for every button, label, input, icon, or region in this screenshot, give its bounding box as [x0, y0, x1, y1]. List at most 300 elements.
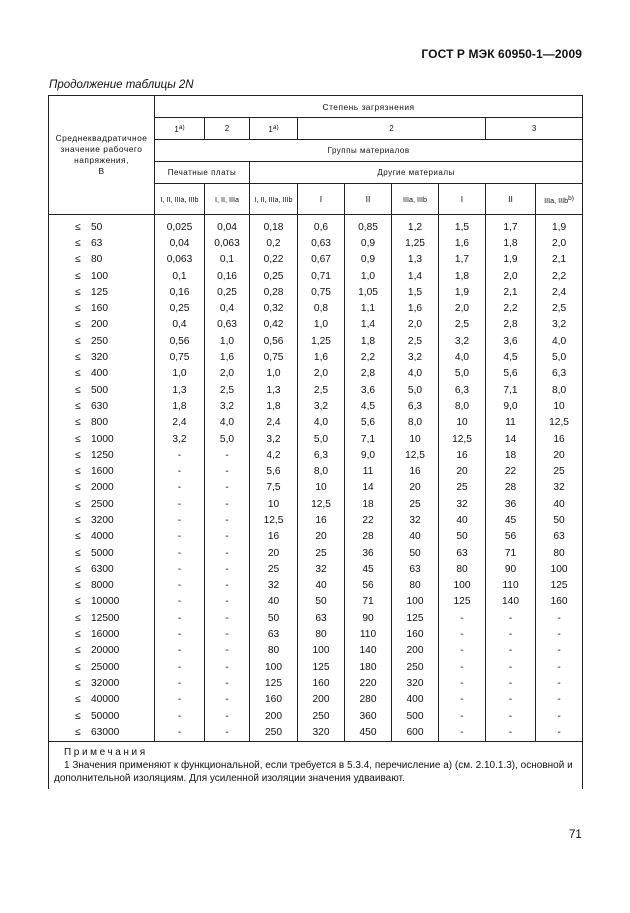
clearance-cell: 1,0	[250, 366, 298, 382]
clearance-cell: 100	[439, 578, 486, 594]
table-row	[49, 643, 583, 659]
clearance-cell: 1,7	[486, 215, 536, 236]
voltage-value: 16000	[91, 629, 120, 641]
voltage-value: 2500	[91, 498, 114, 510]
clearance-cell: 0,1	[205, 252, 250, 268]
clearance-cell: -	[155, 708, 205, 724]
voltage-value: 1600	[91, 466, 114, 478]
less-or-equal-symbol: ≤	[75, 368, 81, 380]
clearance-cell: -	[155, 480, 205, 496]
voltage-value: 400	[91, 368, 108, 380]
voltage-cell	[49, 284, 155, 300]
clearance-cell: -	[205, 692, 250, 708]
clearance-cell: 320	[298, 724, 345, 741]
clearance-cell: -	[205, 512, 250, 528]
table-row	[49, 529, 583, 545]
clearance-cell: 2,2	[486, 300, 536, 316]
table-row	[49, 594, 583, 610]
clearance-cell: 90	[345, 610, 392, 626]
voltage-value: 800	[91, 417, 108, 429]
material-group-cell: I	[298, 184, 345, 215]
clearance-cell: 1,8	[486, 235, 536, 251]
clearance-cell: 5,6	[486, 366, 536, 382]
voltage-value: 10000	[91, 596, 120, 608]
clearance-cell: 12,5	[392, 447, 439, 463]
clearance-cell: -	[486, 675, 536, 691]
clearance-cell: 140	[486, 594, 536, 610]
clearance-cell: 50	[250, 610, 298, 626]
clearance-cell: 12,5	[439, 431, 486, 447]
less-or-equal-symbol: ≤	[75, 563, 81, 575]
table-row	[49, 545, 583, 561]
clearance-cell: -	[205, 496, 250, 512]
clearance-cell: 2,1	[486, 284, 536, 300]
voltage-value: 6300	[91, 563, 114, 575]
clearance-cell: -	[155, 561, 205, 577]
table-row	[49, 463, 583, 479]
clearance-cell: 16	[439, 447, 486, 463]
clearance-cell: 0,18	[250, 215, 298, 236]
table-row	[49, 447, 583, 463]
voltage-value: 630	[91, 400, 108, 412]
clearance-cell: -	[155, 643, 205, 659]
clearance-cell: 80	[250, 643, 298, 659]
less-or-equal-symbol: ≤	[75, 286, 81, 298]
clearance-cell: -	[486, 643, 536, 659]
clearance-cell: 25	[439, 480, 486, 496]
clearance-cell: 1,8	[345, 333, 392, 349]
clearance-cell: 80	[439, 561, 486, 577]
clearance-cell: -	[536, 708, 583, 724]
clearance-cell: 0,75	[250, 349, 298, 365]
clearance-cell: 0,63	[205, 317, 250, 333]
clearance-cell: 2,5	[298, 382, 345, 398]
clearance-cell: 0,2	[250, 235, 298, 251]
clearance-cell: 0,71	[298, 268, 345, 284]
material-group-cell: I, II, IIIa, IIIb	[155, 184, 205, 215]
clearance-cell: 160	[536, 594, 583, 610]
clearance-cell: 50	[298, 594, 345, 610]
less-or-equal-symbol: ≤	[75, 514, 81, 526]
clearance-cell: 22	[486, 463, 536, 479]
clearance-cell: -	[155, 610, 205, 626]
clearance-cell: 4,5	[486, 349, 536, 365]
clearance-cell: -	[205, 463, 250, 479]
clearance-cell: 0,25	[205, 284, 250, 300]
clearance-cell: 45	[486, 512, 536, 528]
clearance-cell: 4,5	[345, 398, 392, 414]
voltage-cell	[49, 708, 155, 724]
clearance-cell: 11	[345, 463, 392, 479]
clearance-cell: -	[439, 610, 486, 626]
clearance-cell: 0,63	[298, 235, 345, 251]
clearance-cell: 100	[250, 659, 298, 675]
voltage-value: 100	[91, 270, 108, 282]
voltage-value: 320	[91, 352, 108, 364]
clearance-cell: 50	[392, 545, 439, 561]
clearance-cell: 1,25	[298, 333, 345, 349]
clearance-cell: 5,0	[298, 431, 345, 447]
clearance-cell: 9,0	[345, 447, 392, 463]
clearance-cell: 250	[250, 724, 298, 741]
clearance-cell: -	[155, 626, 205, 642]
voltage-cell	[49, 724, 155, 741]
clearance-cell: 0,1	[155, 268, 205, 284]
clearance-cell: -	[155, 447, 205, 463]
less-or-equal-symbol: ≤	[75, 645, 81, 657]
clearance-cell: 40	[439, 512, 486, 528]
clearance-cell: 3,2	[298, 398, 345, 414]
clearance-cell: 40	[298, 578, 345, 594]
clearance-cell: 20	[392, 480, 439, 496]
clearance-cell: 1,8	[439, 268, 486, 284]
voltage-cell	[49, 268, 155, 284]
clearance-cell: 12,5	[298, 496, 345, 512]
voltage-cell	[49, 431, 155, 447]
voltage-cell	[49, 349, 155, 365]
less-or-equal-symbol: ≤	[75, 498, 81, 510]
table-row	[49, 512, 583, 528]
pollution-degree-cell: 1$^{a)}$	[155, 118, 205, 140]
voltage-value: 63	[91, 237, 103, 249]
clearance-cell: 2,2	[536, 268, 583, 284]
clearance-cell: 3,6	[345, 382, 392, 398]
clearance-cell: 4,2	[250, 447, 298, 463]
less-or-equal-symbol: ≤	[75, 384, 81, 396]
less-or-equal-symbol: ≤	[75, 726, 81, 738]
clearance-cell: 0,22	[250, 252, 298, 268]
less-or-equal-symbol: ≤	[75, 580, 81, 592]
clearance-cell: 6,3	[536, 366, 583, 382]
clearance-cell: 0,75	[298, 284, 345, 300]
voltage-cell	[49, 643, 155, 659]
less-or-equal-symbol: ≤	[75, 694, 81, 706]
clearance-cell: 1,5	[392, 284, 439, 300]
voltage-cell	[49, 447, 155, 463]
voltage-cell	[49, 415, 155, 431]
material-group-cell: II	[345, 184, 392, 215]
clearance-cell: 160	[298, 675, 345, 691]
clearance-cell: 10	[392, 431, 439, 447]
clearance-cell: 0,8	[298, 300, 345, 316]
clearance-cell: 2,5	[392, 333, 439, 349]
clearance-cell: 200	[392, 643, 439, 659]
clearance-cell: 220	[345, 675, 392, 691]
clearance-cell: 36	[345, 545, 392, 561]
pollution-degree-cell: 1$^{a)}$	[250, 118, 298, 140]
clearance-cell: 63	[250, 626, 298, 642]
clearance-cell: 0,16	[205, 268, 250, 284]
clearance-cell: -	[439, 675, 486, 691]
clearance-cell: 16	[392, 463, 439, 479]
table-row	[49, 215, 583, 236]
clearance-cell: 2,8	[486, 317, 536, 333]
clearance-cell: -	[205, 578, 250, 594]
voltage-value: 8000	[91, 580, 114, 592]
voltage-value: 500	[91, 384, 108, 396]
clearance-cell: 8,0	[439, 398, 486, 414]
clearance-cell: 110	[345, 626, 392, 642]
clearance-cell: 250	[392, 659, 439, 675]
voltage-cell	[49, 480, 155, 496]
voltage-value: 50	[91, 221, 103, 233]
clearance-cell: -	[205, 561, 250, 577]
clearance-cell: 63	[536, 529, 583, 545]
clearance-cell: 1,9	[536, 215, 583, 236]
clearance-cell: 6,3	[392, 398, 439, 414]
table-row	[49, 268, 583, 284]
clearance-cell: 7,5	[250, 480, 298, 496]
clearance-cell: 0,063	[205, 235, 250, 251]
clearance-cell: -	[155, 512, 205, 528]
material-group-cell: IIIa, IIIb	[392, 184, 439, 215]
clearance-cell: 0,04	[205, 215, 250, 236]
less-or-equal-symbol: ≤	[75, 612, 81, 624]
clearance-cell: 0,67	[298, 252, 345, 268]
clearance-cell: 71	[345, 594, 392, 610]
clearance-cell: 25	[250, 561, 298, 577]
table-row	[49, 431, 583, 447]
clearance-cell: 0,6	[298, 215, 345, 236]
clearance-cell: 0,32	[250, 300, 298, 316]
clearance-cell: 3,2	[439, 333, 486, 349]
clearance-cell: 2,2	[345, 349, 392, 365]
clearance-cell: 100	[392, 594, 439, 610]
voltage-value: 20000	[91, 645, 120, 657]
clearance-cell: -	[486, 610, 536, 626]
less-or-equal-symbol: ≤	[75, 433, 81, 445]
clearance-cell: -	[155, 496, 205, 512]
table-row	[49, 659, 583, 675]
clearance-cell: 100	[536, 561, 583, 577]
clearance-cell: 16	[536, 431, 583, 447]
table-row	[49, 610, 583, 626]
clearance-cell: 32	[250, 578, 298, 594]
voltage-value: 160	[91, 303, 108, 315]
clearance-cell: 140	[345, 643, 392, 659]
clearance-cell: 1,8	[155, 398, 205, 414]
table-row	[49, 578, 583, 594]
clearance-cell: 63	[298, 610, 345, 626]
clearance-cell: 1,1	[345, 300, 392, 316]
clearance-cell: 2,8	[345, 366, 392, 382]
clearance-cell: 40	[250, 594, 298, 610]
clearance-cell: 32	[392, 512, 439, 528]
clearance-cell: 63	[439, 545, 486, 561]
clearance-cell: -	[205, 480, 250, 496]
clearance-cell: 1,2	[392, 215, 439, 236]
clearance-cell: 36	[486, 496, 536, 512]
clearance-cell: 360	[345, 708, 392, 724]
voltage-value: 1250	[91, 449, 114, 461]
clearance-cell: 6,3	[439, 382, 486, 398]
voltage-value: 12500	[91, 612, 120, 624]
clearance-cell: 5,0	[205, 431, 250, 447]
clearance-cell: -	[205, 545, 250, 561]
clearance-cell: -	[155, 545, 205, 561]
clearance-cell: 1,7	[439, 252, 486, 268]
less-or-equal-symbol: ≤	[75, 221, 81, 233]
voltage-value: 25000	[91, 661, 120, 673]
clearance-cell: 1,3	[392, 252, 439, 268]
clearance-cell: 10	[298, 480, 345, 496]
clearance-cell: 20	[298, 529, 345, 545]
clearance-cell: 1,0	[155, 366, 205, 382]
voltage-value: 3200	[91, 514, 114, 526]
voltage-cell	[49, 578, 155, 594]
clearance-cell: 125	[298, 659, 345, 675]
pollution-degree-cell: 2	[205, 118, 250, 140]
clearance-cell: 8,0	[536, 382, 583, 398]
clearance-cell: 0,85	[345, 215, 392, 236]
clearance-cell: -	[205, 529, 250, 545]
pollution-degree-header: Степень загрязнения	[155, 96, 583, 118]
less-or-equal-symbol: ≤	[75, 629, 81, 641]
clearance-cell: 14	[345, 480, 392, 496]
clearance-cell: -	[155, 463, 205, 479]
clearance-cell: 1,6	[205, 349, 250, 365]
less-or-equal-symbol: ≤	[75, 254, 81, 266]
voltage-value: 40000	[91, 694, 120, 706]
clearance-cell: -	[155, 594, 205, 610]
clearance-cell: 90	[486, 561, 536, 577]
voltage-value: 4000	[91, 531, 114, 543]
clearance-cell: 1,9	[486, 252, 536, 268]
clearance-cell: 12,5	[250, 512, 298, 528]
less-or-equal-symbol: ≤	[75, 303, 81, 315]
less-or-equal-symbol: ≤	[75, 466, 81, 478]
clearance-cell: 0,25	[155, 300, 205, 316]
clearance-cell: 0,4	[155, 317, 205, 333]
clearance-cell: -	[486, 626, 536, 642]
clearance-cell: 450	[345, 724, 392, 741]
clearance-cell: 180	[345, 659, 392, 675]
table-row	[49, 235, 583, 251]
clearance-cell: 250	[298, 708, 345, 724]
material-group-cell: I	[439, 184, 486, 215]
table-row	[49, 708, 583, 724]
clearance-cell: 1,0	[205, 333, 250, 349]
clearance-cell: 5,0	[392, 382, 439, 398]
clearance-cell: 4,0	[439, 349, 486, 365]
voltage-cell	[49, 496, 155, 512]
clearance-cell: 4,0	[536, 333, 583, 349]
less-or-equal-symbol: ≤	[75, 319, 81, 331]
voltage-cell	[49, 512, 155, 528]
less-or-equal-symbol: ≤	[75, 482, 81, 494]
material-group-cell: II	[486, 184, 536, 215]
clearance-cell: -	[439, 724, 486, 741]
clearance-cell: -	[486, 708, 536, 724]
clearance-cell: -	[155, 529, 205, 545]
material-group-cell: IIIa, IIIb$^{b)}$	[536, 184, 583, 215]
clearance-cell: 5,0	[439, 366, 486, 382]
less-or-equal-symbol: ≤	[75, 596, 81, 608]
clearance-cell: 110	[486, 578, 536, 594]
clearance-cell: 2,5	[536, 300, 583, 316]
clearance-cell: 40	[536, 496, 583, 512]
voltage-cell	[49, 626, 155, 642]
clearance-cell: 3,2	[536, 317, 583, 333]
clearance-cell: 3,2	[250, 431, 298, 447]
clearance-cell: -	[155, 675, 205, 691]
clearance-cell: 14	[486, 431, 536, 447]
pollution-degree-cell: 3	[486, 118, 583, 140]
clearance-cell: -	[439, 692, 486, 708]
clearance-cell: 2,1	[536, 252, 583, 268]
table-row	[49, 724, 583, 741]
clearance-cell: 40	[392, 529, 439, 545]
clearance-cell: 1,6	[439, 235, 486, 251]
clearance-cell: 80	[392, 578, 439, 594]
notes-text: 1 Значения применяют к функциональной, если требуется в 5.3.4, перечисление а) (см. 2.10.1.3), основной и дополнительной изоляциям. Для усиленной изоляции значения удваивают.	[54, 759, 573, 784]
less-or-equal-symbol: ≤	[75, 237, 81, 249]
voltage-value: 250	[91, 335, 108, 347]
clearance-cell: 28	[345, 529, 392, 545]
clearance-cell: -	[155, 578, 205, 594]
clearance-cell: 80	[536, 545, 583, 561]
voltage-value: 80	[91, 254, 103, 266]
clearance-cell: 200	[250, 708, 298, 724]
clearance-cell: -	[205, 610, 250, 626]
clearance-cell: 11	[486, 415, 536, 431]
notes-title: Примечания	[64, 746, 148, 758]
clearance-cell: 2,0	[205, 366, 250, 382]
voltage-column-title: Среднеквадратичное значение рабочего напряжения,	[55, 133, 148, 165]
voltage-cell	[49, 382, 155, 398]
clearance-cell: -	[205, 675, 250, 691]
table-row	[49, 675, 583, 691]
clearance-cell: -	[205, 643, 250, 659]
clearance-cell: 7,1	[345, 431, 392, 447]
clearance-cell: -	[536, 724, 583, 741]
voltage-cell	[49, 366, 155, 382]
table-row	[49, 398, 583, 414]
table-row	[49, 626, 583, 642]
clearance-cell: 1,6	[392, 300, 439, 316]
clearance-cell: -	[439, 643, 486, 659]
clearance-cell: 125	[250, 675, 298, 691]
less-or-equal-symbol: ≤	[75, 710, 81, 722]
page-number: 71	[569, 829, 582, 841]
clearance-cell: 4,0	[392, 366, 439, 382]
clearance-cell: 1,3	[155, 382, 205, 398]
printed-boards-header: Печатные платы	[155, 162, 250, 184]
clearance-cell: 2,5	[439, 317, 486, 333]
clearance-cell: 0,025	[155, 215, 205, 236]
clearance-cell: 8,0	[298, 463, 345, 479]
clearance-cell: 125	[392, 610, 439, 626]
clearance-cell: 1,5	[439, 215, 486, 236]
less-or-equal-symbol: ≤	[75, 335, 81, 347]
material-group-cell: I, II, IIIa	[205, 184, 250, 215]
less-or-equal-symbol: ≤	[75, 352, 81, 364]
table-row	[49, 561, 583, 577]
clearance-cell: 6,3	[298, 447, 345, 463]
clearance-cell: 600	[392, 724, 439, 741]
material-group-cell: I, II, IIIa, IIIb	[250, 184, 298, 215]
less-or-equal-symbol: ≤	[75, 449, 81, 461]
clearance-cell: 9,0	[486, 398, 536, 414]
clearance-cell: 2,0	[298, 366, 345, 382]
clearance-cell: 1,8	[250, 398, 298, 414]
clearance-cell: 20	[250, 545, 298, 561]
clearance-cell: 100	[298, 643, 345, 659]
clearance-cell: 25	[298, 545, 345, 561]
clearance-cell: -	[205, 708, 250, 724]
clearance-cell: 1,6	[298, 349, 345, 365]
clearance-cell: 20	[536, 447, 583, 463]
